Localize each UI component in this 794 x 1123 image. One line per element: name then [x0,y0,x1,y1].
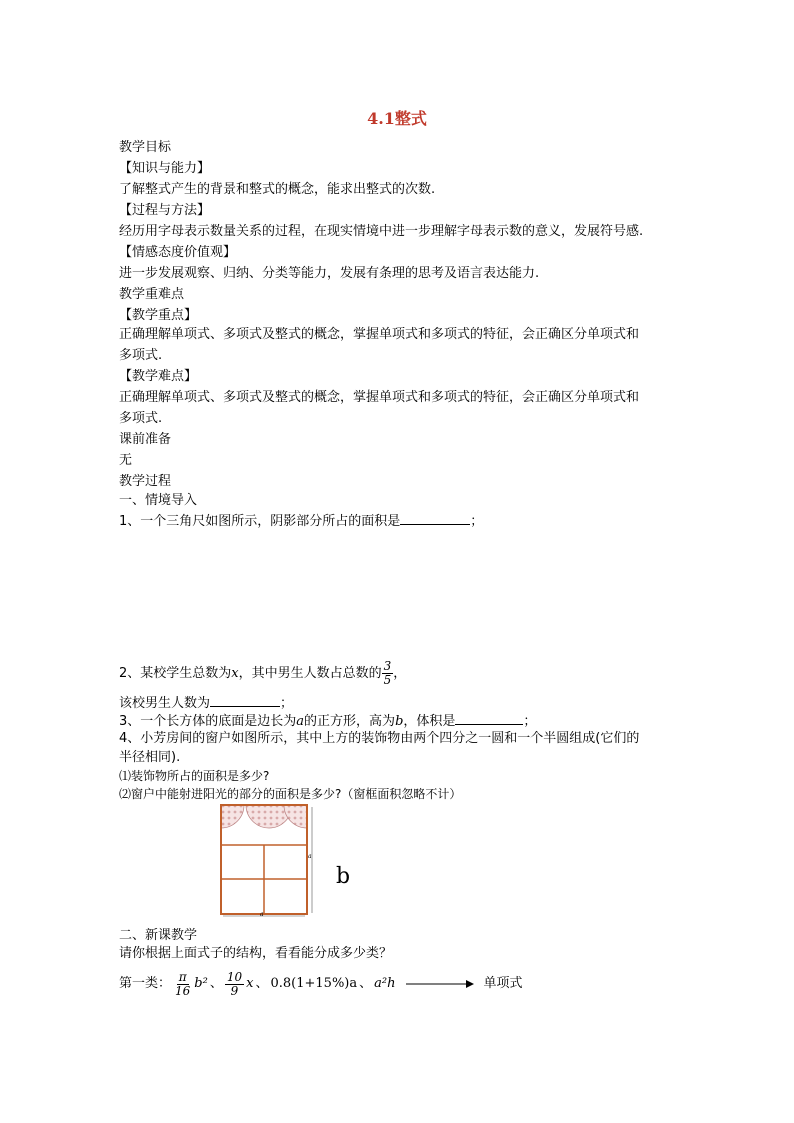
question-4: 4、小芳房间的窗户如图所示，其中上方的装饰物由两个四分之一圆和一个半圆组成(它们的 [119,731,640,746]
text-line: 了解整式产生的背景和整式的概念，能求出整式的次数. [119,182,436,197]
window-figure [214,803,324,918]
fraction: $\frac{3}{5}$ [383,659,392,687]
text-line: 经历用字母表示数量关系的过程，在现实情境中进一步理解字母表示数的意义，发展符号感. [119,224,644,239]
text-line: 无 [119,453,133,468]
question-4-cont: 半径相同). [119,750,181,765]
fraction: $\frac{10}{9}$ [226,969,243,998]
text-line: 一、情境导入 [119,493,198,508]
text-line: 【知识与能力】 [119,161,211,176]
text-line: 【情感态度价值观】 [119,245,237,260]
text-line: 【教学重点】 [119,308,198,323]
text-line: 教学目标 [119,140,172,155]
question-1: 1、一个三角尺如图所示，阴影部分所占的面积是 ； [119,514,484,529]
page-title: 4.1整式 [367,109,427,128]
answer-blank[interactable] [455,712,523,725]
question-3: 3、一个长方体的底面是边长为a的正方形，高为b，体积是 ； [119,714,537,729]
text-line: 教学过程 [119,474,172,489]
question-2-answer: 该校男生人数为 ； [119,696,294,711]
fraction: $\frac{\pi}{16}$ [175,969,191,998]
decoration-quarter-circle-left [221,805,244,828]
text-line: 教学重难点 [119,287,185,302]
figure-label-b: b [336,864,351,889]
text-line: 多项式. [119,411,163,426]
answer-blank[interactable] [210,694,280,707]
question-2: 2、某校学生总数为x，其中男生人数占总数的 $\frac{3}{5}$ ， [119,659,407,687]
text-line: 进一步发展观察、归纳、分类等能力，发展有条理的思考及语言表达能力. [119,266,540,281]
window-dimension-a-bottom: a [260,911,264,918]
question-4-part-2: ⑵窗户中能射进阳光的部分的面积是多少?（窗框面积忽略不计） [119,787,462,801]
text-line: 正确理解单项式、多项式及整式的概念，掌握单项式和多项式的特征，会正确区分单项式和 [119,390,640,405]
section-heading: 二、新课教学 [119,928,198,943]
text-line: 【过程与方法】 [119,203,211,218]
question-4-part-1: ⑴装饰物所占的面积是多少? [119,769,270,783]
arrow-right-icon [404,979,476,989]
text-line: 正确理解单项式、多项式及整式的概念，掌握单项式和多项式的特征，会正确区分单项式和 [119,327,640,342]
text-line: 课前准备 [119,432,172,447]
category-1: 第一类： $\frac{\pi}{16}$ b² 、 $\frac{10}{9}$ x 、 0.8(1+15%)a 、 a²h 单项式 [119,969,523,998]
decoration-quarter-circle-right [284,805,307,828]
window-dimension-a-side: a [308,853,312,860]
answer-blank[interactable] [400,512,470,525]
text-line: 【教学难点】 [119,369,198,384]
text-line: 多项式. [119,348,163,363]
prompt-text: 请你根据上面式子的结构，看看能分成多少类？ [119,946,393,961]
